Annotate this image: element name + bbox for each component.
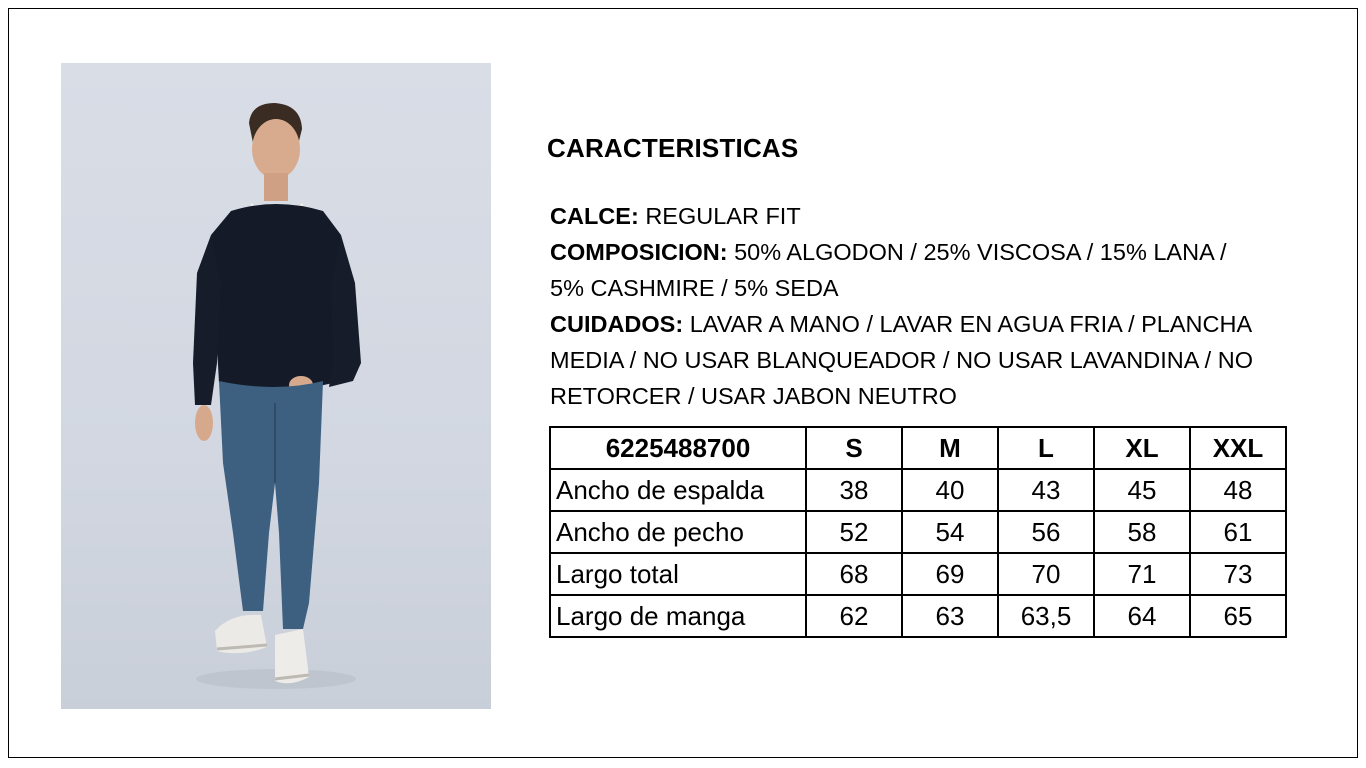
size-table (549, 426, 1287, 638)
spec-cuidados-value-1: LAVAR A MANO / LAVAR EN AGUA FRIA / PLANCHA (689, 311, 1253, 337)
measure-cell: 40 (902, 469, 998, 511)
measure-cell: 64 (1094, 595, 1190, 637)
table-row (550, 553, 1286, 595)
measure-cell: 48 (1190, 469, 1286, 511)
measure-cell: 54 (902, 511, 998, 553)
measure-cell: 69 (902, 553, 998, 595)
spec-composicion-value-1: 50% ALGODON / 25% VISCOSA / 15% LANA / (734, 239, 1227, 265)
specs-block (550, 198, 1290, 414)
spec-cuidados-cont-1: MEDIA / NO USAR BLANQUEADOR / NO USAR LAVANDINA / NO (550, 347, 1253, 373)
row-label: Largo total (550, 553, 806, 595)
size-header: XXL (1190, 427, 1286, 469)
size-header: M (902, 427, 998, 469)
measure-cell: 62 (806, 595, 902, 637)
measure-cell: 70 (998, 553, 1094, 595)
measure-cell: 61 (1190, 511, 1286, 553)
measure-cell: 52 (806, 511, 902, 553)
measure-cell: 45 (1094, 469, 1190, 511)
measure-cell: 68 (806, 553, 902, 595)
spec-calce-label: CALCE: (550, 203, 639, 229)
measure-cell: 63,5 (998, 595, 1094, 637)
measure-cell: 58 (1094, 511, 1190, 553)
row-label: Ancho de pecho (550, 511, 806, 553)
section-title: CARACTERISTICAS (547, 133, 799, 163)
spec-calce-value: REGULAR FIT (645, 203, 801, 229)
measure-cell: 63 (902, 595, 998, 637)
measure-cell: 71 (1094, 553, 1190, 595)
size-table-header (550, 427, 1286, 469)
spec-calce (550, 198, 1290, 234)
size-header: S (806, 427, 902, 469)
row-label: Ancho de espalda (550, 469, 806, 511)
product-photo (61, 63, 491, 709)
table-row (550, 595, 1286, 637)
model-illustration (61, 63, 491, 709)
product-code: 6225488700 (550, 427, 806, 469)
measure-cell: 38 (806, 469, 902, 511)
measure-cell: 73 (1190, 553, 1286, 595)
measure-cell: 43 (998, 469, 1094, 511)
table-row (550, 469, 1286, 511)
measure-cell: 56 (998, 511, 1094, 553)
table-row (550, 511, 1286, 553)
measure-cell: 65 (1190, 595, 1286, 637)
spec-composicion (550, 234, 1290, 270)
spec-cuidados (550, 306, 1290, 342)
spec-cuidados-cont-2: RETORCER / USAR JABON NEUTRO (550, 383, 957, 409)
size-header: XL (1094, 427, 1190, 469)
spec-composicion-cont: 5% CASHMIRE / 5% SEDA (550, 275, 839, 301)
size-header: L (998, 427, 1094, 469)
spec-cuidados-label: CUIDADOS: (550, 311, 684, 337)
spec-composicion-label: COMPOSICION: (550, 239, 728, 265)
row-label: Largo de manga (550, 595, 806, 637)
